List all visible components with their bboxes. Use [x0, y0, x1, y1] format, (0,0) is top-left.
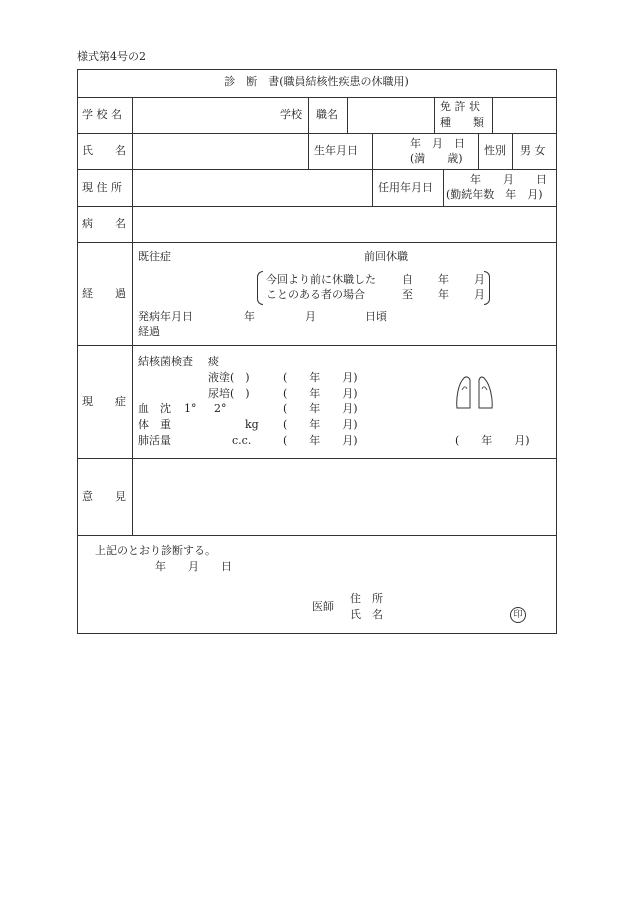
doctor-name-label: 氏 名	[350, 608, 383, 621]
vital-capacity-date: ( 年 月)	[283, 434, 358, 447]
symptoms-label: 現 症	[82, 395, 126, 408]
doctor-label: 医師	[312, 600, 334, 613]
school-suffix: 学校	[280, 108, 302, 121]
license-type-label-1: 免 許 状	[440, 100, 480, 113]
address-label: 現 住 所	[82, 181, 122, 194]
previous-leave-label: 前回休職	[364, 250, 408, 263]
onset-month: 月	[305, 310, 316, 323]
history-label: 既往症	[138, 250, 171, 263]
esr-date: ( 年 月)	[283, 402, 358, 415]
prior-leave-line-1: 今回より前に休職した	[266, 273, 376, 286]
vital-capacity-unit: c.c.	[232, 434, 252, 447]
from-year: 年	[438, 273, 449, 286]
tb-test-label: 結核菌検査	[138, 355, 193, 368]
seal-mark: 印	[510, 607, 526, 623]
weight-label: 体 重	[138, 418, 171, 431]
smear-label: 液塗( )	[208, 371, 250, 384]
from-label: 自	[402, 273, 413, 286]
course-label: 経 過	[82, 287, 126, 300]
license-type-label-2: 種 類	[440, 116, 484, 129]
vital-capacity-label: 肺活量	[138, 434, 171, 447]
age: (満 歳)	[410, 152, 463, 165]
onset-year: 年	[244, 310, 255, 323]
to-label: 至	[402, 288, 413, 301]
certification-date: 年 月 日	[155, 560, 232, 573]
opinion-label: 意 見	[82, 490, 126, 503]
school-name-label: 学 校 名	[82, 108, 122, 121]
onset-day: 日頃	[365, 310, 387, 323]
service-years: (勤続年数 年 月)	[446, 188, 543, 201]
appointment-ymd: 年 月 日	[470, 173, 547, 186]
progress-label: 経過	[138, 325, 160, 338]
esr-1h: 1°	[184, 402, 197, 415]
gender-options: 男 女	[520, 144, 546, 157]
name-label: 氏 名	[82, 144, 126, 157]
left-brace	[257, 271, 263, 305]
sputum-label: 痰	[208, 355, 219, 368]
certification-statement: 上記のとおり診断する。	[95, 544, 216, 557]
culture-label: 尿培( )	[208, 387, 250, 400]
lung-diagram	[454, 374, 498, 412]
birthdate-ymd: 年 月 日	[410, 137, 465, 150]
to-year: 年	[438, 288, 449, 301]
disease-name-label: 病 名	[82, 217, 126, 230]
gender-label: 性別	[484, 144, 506, 157]
esr-2h: 2°	[214, 402, 227, 415]
to-month: 月	[474, 288, 485, 301]
esr-label: 血 沈	[138, 402, 171, 415]
appointment-date-label: 任用年月日	[378, 181, 433, 194]
prior-leave-line-2: ことのある者の場合	[266, 288, 365, 301]
form-title: 診 断 書(職員結核性疾患の休職用)	[224, 75, 409, 88]
smear-date: ( 年 月)	[283, 371, 358, 384]
weight-unit: kg	[245, 418, 259, 431]
onset-date-label: 発病年月日	[138, 310, 193, 323]
from-month: 月	[474, 273, 485, 286]
job-title-label: 職名	[316, 108, 338, 121]
birthdate-label: 生年月日	[314, 144, 358, 157]
xray-date: ( 年 月)	[455, 434, 530, 447]
form-number: 様式第4号の2	[77, 50, 146, 63]
weight-date: ( 年 月)	[283, 418, 358, 431]
culture-date: ( 年 月)	[283, 387, 358, 400]
doctor-address-label: 住 所	[350, 592, 383, 605]
